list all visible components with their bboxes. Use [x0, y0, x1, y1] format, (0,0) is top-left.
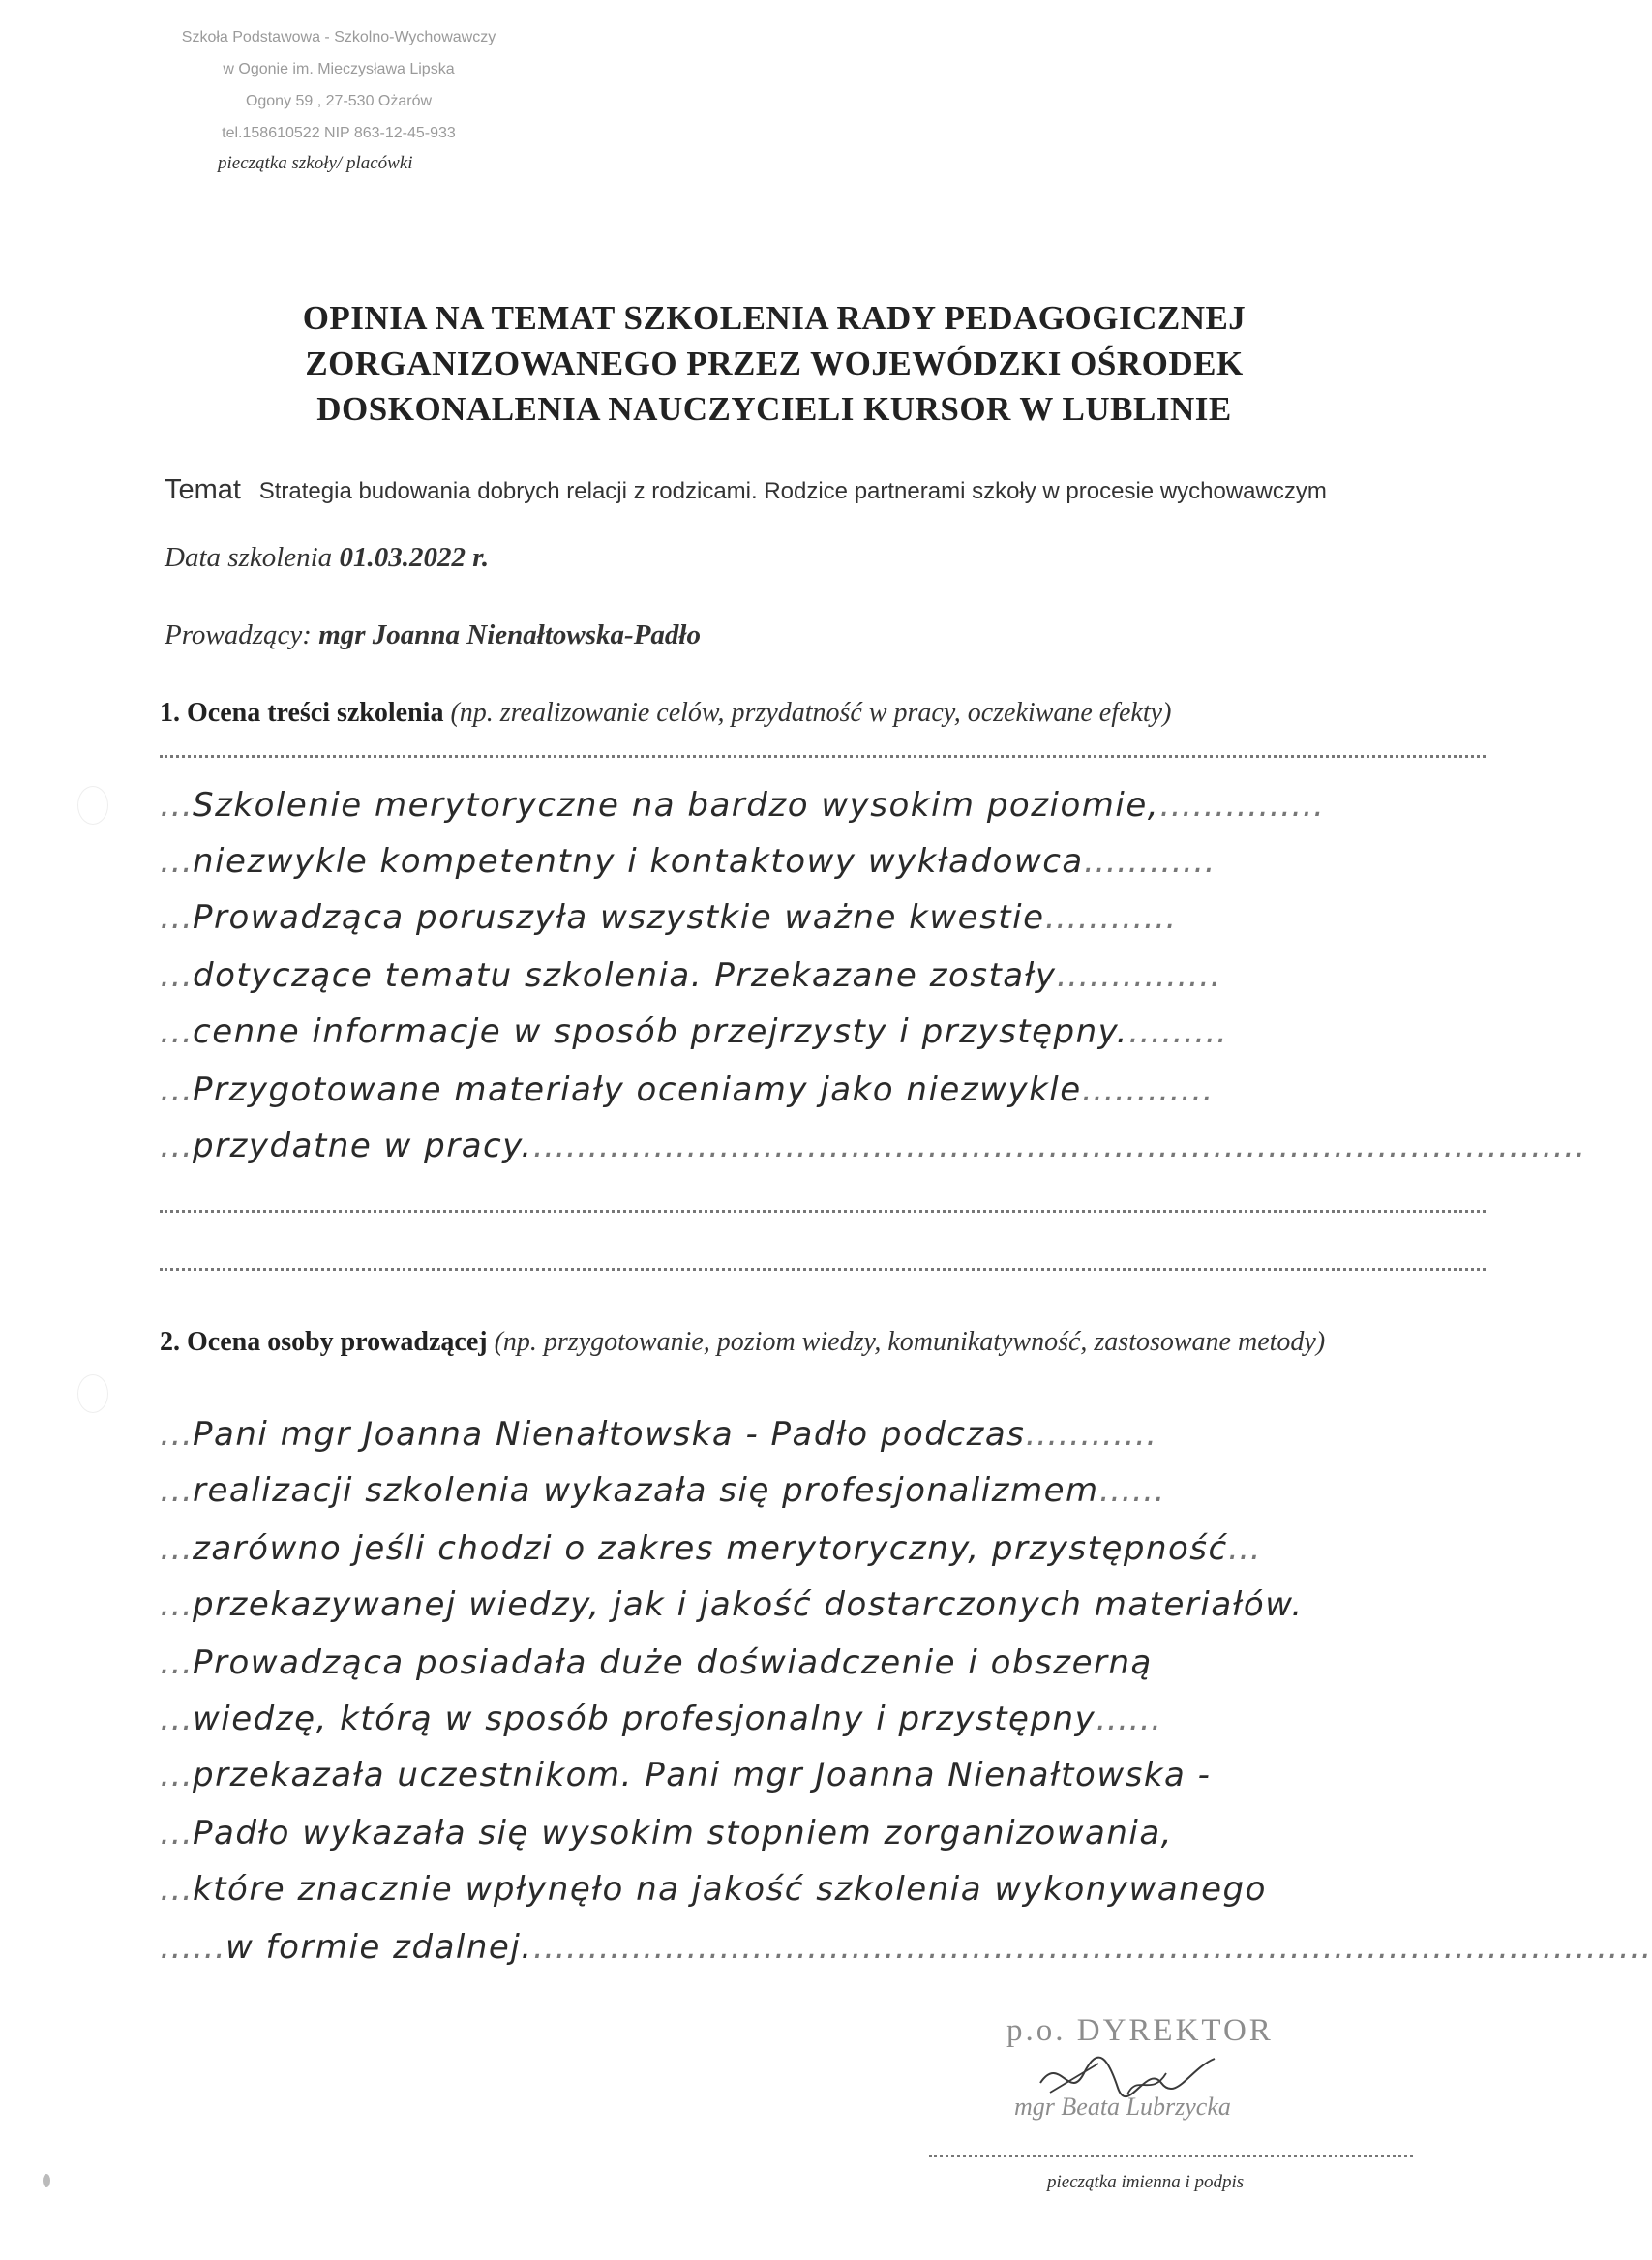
trainer-label: Prowadzący: — [165, 619, 312, 650]
title-line-1: OPINIA NA TEMAT SZKOLENIA RADY PEDAGOGICZNEJ — [302, 299, 1247, 337]
section2-title: 2. Ocena osoby prowadzącej — [160, 1327, 488, 1357]
scan-artifact — [77, 786, 108, 825]
stamp-line-3: Ogony 59 , 27-530 Ożarów — [245, 93, 433, 109]
section2-hint: (np. przygotowanie, poziom wiedzy, komunikatywność, zastosowane metody) — [494, 1327, 1326, 1357]
topic-value: Strategia budowania dobrych relacji z rodzicami. Rodzice partnerami szkoły w procesie wychowawczym — [258, 478, 1327, 504]
section1-line-2: …niezwykle kompetentny i kontaktowy wykładowca………… — [160, 842, 1216, 881]
section2-line-1: …Pani mgr Joanna Nienałtowska - Padło podczas………… — [160, 1415, 1157, 1454]
document-title — [145, 295, 1403, 432]
signature-line — [929, 2155, 1413, 2157]
topic-label: Temat — [165, 474, 241, 505]
stamp-line-4: tel.158610522 NIP 863-12-45-933 — [222, 125, 456, 141]
title-line-3: DOSKONALENIA NAUCZYCIELI KURSOR W LUBLINIE — [316, 390, 1232, 428]
section2-line-6: …wiedzę, którą w sposób profesjonalny i przystępny…… — [160, 1700, 1162, 1738]
scan-artifact — [43, 2174, 50, 2187]
section1-line-4: …dotyczące tematu szkolenia. Przekazane zostały…………… — [160, 956, 1221, 995]
section1-hint: (np. zrealizowanie celów, przydatność w pracy, oczekiwane efekty) — [450, 698, 1172, 728]
trainer-row — [165, 619, 701, 651]
section2-line-4: …przekazywanej wiedzy, jak i jakość dostarczonych materiałów. — [160, 1585, 1304, 1624]
director-stamp-title: p.o. DYREKTOR — [1006, 2013, 1274, 2048]
trainer-value: mgr Joanna Nienałtowska-Padło — [318, 619, 701, 650]
section1-line-7: …przydatne w pracy.…………………………………………………………………………………… — [160, 1127, 1586, 1165]
stamp-line-1: Szkoła Podstawowa - Szkolno-Wychowawczy — [181, 29, 496, 45]
section1-title: 1. Ocena treści szkolenia — [160, 698, 444, 728]
section2-heading — [160, 1324, 1486, 1361]
scan-artifact — [77, 1374, 108, 1413]
section1-heading — [160, 695, 1486, 732]
training-date-label: Data szkolenia — [165, 542, 333, 573]
signature-caption: pieczątka imienna i podpis — [1047, 2172, 1245, 2192]
section1-line-3: …Prowadząca poruszyła wszystkie ważne kwestie………… — [160, 898, 1177, 937]
stamp-caption: pieczątka szkoły/ placówki — [218, 153, 413, 173]
dotted-line — [160, 1210, 1486, 1213]
section1-line-1: …Szkolenie merytoryczne na bardzo wysokim poziomie,…………… — [160, 786, 1325, 825]
school-stamp — [135, 21, 542, 149]
title-line-2: ZORGANIZOWANEGO PRZEZ WOJEWÓDZKI OŚRODEK — [305, 345, 1244, 382]
training-date-row — [165, 542, 489, 574]
dotted-line — [160, 755, 1486, 758]
section2-line-10: ……w formie zdalnej.………………………………………………………………………………………… — [160, 1928, 1652, 1967]
section2-line-3: …zarówno jeśli chodzi o zakres merytoryczny, przystępność… — [160, 1529, 1261, 1568]
section2-line-8: …Padło wykazała się wysokim stopniem zorganizowania, — [160, 1814, 1173, 1853]
training-date-value: 01.03.2022 r. — [339, 542, 490, 573]
section2-line-7: …przekazała uczestnikom. Pani mgr Joanna Nienałtowska - — [160, 1756, 1212, 1794]
director-stamp-name: mgr Beata Lubrzycka — [1014, 2093, 1231, 2121]
section1-line-5: …cenne informacje w sposób przejrzysty i przystępny.……… — [160, 1012, 1227, 1051]
dotted-line — [160, 1268, 1486, 1271]
topic-row — [165, 474, 1327, 506]
section2-line-9: …które znacznie wpłynęło na jakość szkolenia wykonywanego — [160, 1870, 1267, 1909]
section2-line-5: …Prowadząca posiadała duże doświadczenie i obszerną — [160, 1643, 1153, 1682]
section2-line-2: …realizacji szkolenia wykazała się profesjonalizmem…… — [160, 1471, 1165, 1510]
section1-line-6: …Przygotowane materiały oceniamy jako niezwykle………… — [160, 1070, 1214, 1109]
stamp-line-2: w Ogonie im. Mieczysława Lipska — [223, 61, 455, 77]
